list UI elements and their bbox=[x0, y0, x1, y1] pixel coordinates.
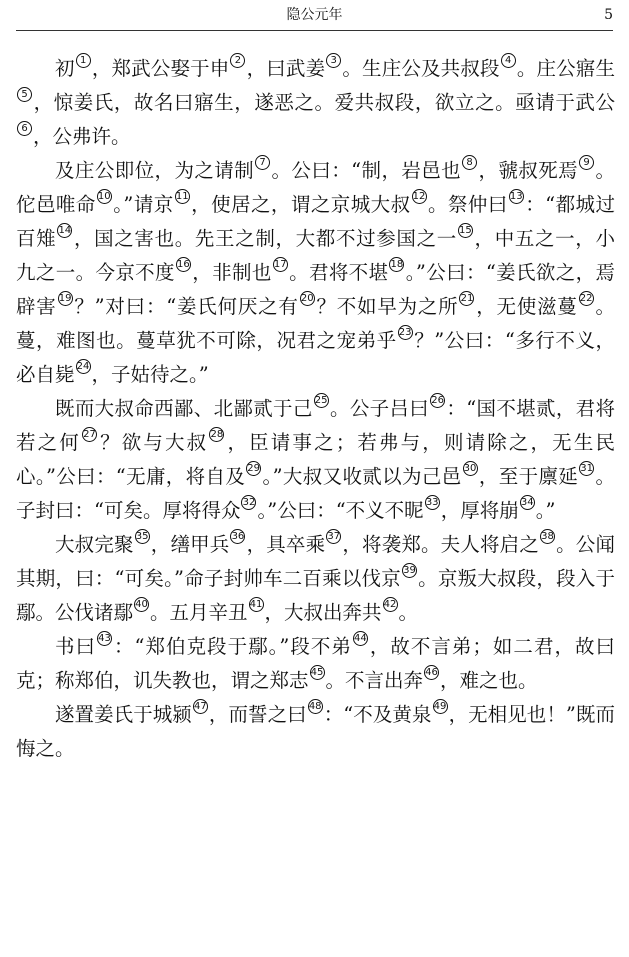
footnote-marker: 16 bbox=[177, 258, 190, 270]
text-run: ？不如早为之所 bbox=[315, 295, 459, 318]
footnote-marker: 42 bbox=[383, 598, 397, 610]
text-run: 。君将不堪 bbox=[288, 261, 389, 284]
footnote-marker: 32 bbox=[242, 496, 256, 508]
footnote-marker: 14 bbox=[58, 224, 72, 236]
text-run: 。 bbox=[398, 601, 419, 624]
text-run: 遂置姜氏于城颍 bbox=[55, 703, 192, 726]
footnote-marker: 31 bbox=[580, 462, 593, 474]
footnote-marker: 11 bbox=[175, 190, 189, 202]
text-run: ，故不言弟；如二君，故曰克；称郑伯，讥失教也，谓之郑志 bbox=[16, 635, 615, 692]
footnote-marker: 20 bbox=[300, 292, 314, 304]
footnote-marker: 44 bbox=[353, 632, 367, 644]
text-run: ，中五之一，小九之一。今京不度 bbox=[16, 227, 615, 284]
footnote-marker: 22 bbox=[579, 292, 593, 304]
text-run: 。五月辛丑 bbox=[150, 601, 248, 624]
footnote-marker: 25 bbox=[314, 394, 328, 406]
footnote-marker: 17 bbox=[273, 258, 287, 270]
footnote-marker: 39 bbox=[403, 564, 416, 576]
text-run: ，曰武姜 bbox=[246, 57, 326, 80]
footnote-marker: 34 bbox=[520, 496, 534, 508]
text-run: ，大叔出奔共 bbox=[264, 601, 382, 624]
chapter-title: 隐公元年 bbox=[286, 7, 343, 23]
footnote-marker: 33 bbox=[425, 496, 439, 508]
text-run: ，使居之，谓之京城大叔 bbox=[190, 193, 411, 216]
paragraph bbox=[16, 392, 615, 528]
footnote-marker: 7 bbox=[255, 155, 270, 170]
footnote-marker: 10 bbox=[97, 190, 111, 202]
footnote-marker: 28 bbox=[210, 428, 224, 440]
footnote-marker: 48 bbox=[308, 700, 322, 712]
text-run: 。公曰：“制，岩邑也 bbox=[271, 159, 462, 182]
text-run: 书曰 bbox=[55, 635, 97, 658]
running-header bbox=[16, 0, 613, 31]
footnote-marker: 47 bbox=[194, 700, 207, 712]
footnote-marker: 49 bbox=[433, 700, 447, 712]
text-run: ，具卒乘 bbox=[246, 533, 326, 556]
paragraph bbox=[16, 630, 615, 698]
footnote-marker: 41 bbox=[249, 598, 263, 610]
text-run: ，无相见也！”既而悔之。 bbox=[16, 703, 615, 760]
footnote-marker: 2 bbox=[230, 53, 245, 68]
text-run: ，至于廪延 bbox=[478, 465, 579, 488]
text-run: 。蔓，难图也。蔓草犹不可除，况君之宠弟乎 bbox=[16, 295, 615, 352]
paragraph bbox=[16, 52, 615, 154]
paragraph bbox=[16, 698, 615, 766]
text-run: 既而大叔命西鄙、北鄙贰于己 bbox=[55, 397, 313, 420]
text-run: ？”公曰：“多行不义，必自毙 bbox=[16, 329, 615, 386]
text-run: ？欲与大叔 bbox=[97, 431, 209, 454]
text-run: 。生庄公及共叔段 bbox=[342, 57, 500, 80]
text-run: ，国之害也。先王之制，大都不过参国之一 bbox=[73, 227, 457, 250]
footnote-marker: 36 bbox=[231, 530, 245, 542]
footnote-marker: 29 bbox=[247, 462, 261, 474]
footnote-marker: 1 bbox=[76, 53, 91, 68]
footnote-marker: 23 bbox=[398, 326, 412, 338]
footnote-marker: 18 bbox=[390, 258, 404, 270]
text-run: ，虢叔死焉 bbox=[478, 159, 579, 182]
footnote-marker: 9 bbox=[579, 155, 594, 170]
paragraph bbox=[16, 528, 615, 630]
footnote-marker: 43 bbox=[98, 632, 111, 644]
footnote-marker: 24 bbox=[76, 360, 90, 372]
text-run: ，郑武公娶于申 bbox=[91, 57, 230, 80]
text-run: ：“不及黄泉 bbox=[323, 703, 432, 726]
text-run: ，惊姜氏，故名曰寤生，遂恶之。爱共叔段，欲立之。亟请于武公 bbox=[33, 91, 615, 114]
text-run: 。京叛大叔段，段入于鄢。公伐诸鄢 bbox=[16, 567, 615, 624]
page-number: 5 bbox=[604, 7, 613, 23]
text-run: ，厚将崩 bbox=[440, 499, 519, 522]
text-run: 及庄公即位，为之请制 bbox=[55, 159, 255, 182]
footnote-marker: 5 bbox=[17, 87, 32, 102]
text-run: ：“郑伯克段于鄢。”段不弟 bbox=[113, 635, 352, 658]
footnote-marker: 4 bbox=[501, 53, 516, 68]
text-run: ，将袭郑。夫人将启之 bbox=[342, 533, 539, 556]
footnote-marker: 13 bbox=[509, 190, 523, 202]
text-run: 。”大叔又收贰以为己邑 bbox=[262, 465, 462, 488]
text-run: ，子姑待之。” bbox=[91, 363, 209, 386]
text-body bbox=[16, 52, 615, 766]
footnote-marker: 46 bbox=[425, 666, 438, 678]
text-run: ，臣请事之；若弗与，则请除之，无生民心。”公曰：“无庸，将自及 bbox=[16, 431, 615, 488]
footnote-marker: 6 bbox=[17, 121, 32, 136]
text-run: 。” bbox=[535, 499, 556, 522]
text-run: ，公弗许。 bbox=[33, 125, 131, 148]
footnote-marker: 37 bbox=[327, 530, 341, 542]
text-run: 。不言出奔 bbox=[325, 669, 424, 692]
footnote-marker: 15 bbox=[459, 224, 472, 236]
footnote-marker: 30 bbox=[463, 462, 477, 474]
footnote-marker: 3 bbox=[326, 53, 341, 68]
text-run: 。公子吕曰 bbox=[329, 397, 430, 420]
footnote-marker: 8 bbox=[462, 155, 477, 170]
text-run: 。”请京 bbox=[112, 193, 174, 216]
text-run: 。庄公寤生 bbox=[516, 57, 615, 80]
text-run: ，非制也 bbox=[191, 261, 272, 284]
text-run: ：“国不堪贰，君将若之何 bbox=[16, 397, 615, 454]
footnote-marker: 35 bbox=[135, 530, 149, 542]
text-run: 。公闻其期，曰：“可矣。”命子封帅车二百乘以伐京 bbox=[16, 533, 615, 590]
text-run: 。”公曰：“不义不昵 bbox=[257, 499, 424, 522]
footnote-marker: 12 bbox=[412, 190, 426, 202]
footnote-marker: 19 bbox=[58, 292, 72, 304]
footnote-marker: 26 bbox=[431, 394, 444, 406]
text-run: 初 bbox=[55, 57, 75, 80]
footnote-marker: 21 bbox=[460, 292, 474, 304]
text-run: 。佗邑唯命 bbox=[16, 159, 615, 216]
footnote-marker: 40 bbox=[135, 598, 148, 610]
text-run: ，难之也。 bbox=[440, 669, 538, 692]
text-run: ，缮甲兵 bbox=[150, 533, 230, 556]
text-run: ？”对曰：“姜氏何厌之有 bbox=[73, 295, 299, 318]
text-run: ，无使滋蔓 bbox=[475, 295, 578, 318]
text-run: 。祭仲曰 bbox=[427, 193, 508, 216]
text-run: ：“都城过百雉 bbox=[16, 193, 615, 250]
footnote-marker: 38 bbox=[541, 530, 554, 542]
footnote-marker: 45 bbox=[310, 666, 324, 678]
text-run: ，而誓之曰 bbox=[208, 703, 307, 726]
text-run: 。”公曰：“姜氏欲之，焉辟害 bbox=[16, 261, 615, 318]
footnote-marker: 27 bbox=[83, 428, 96, 440]
paragraph bbox=[16, 154, 615, 392]
text-run: 大叔完聚 bbox=[55, 533, 134, 556]
text-run: 。子封曰：“可矣。厚将得众 bbox=[16, 465, 615, 522]
